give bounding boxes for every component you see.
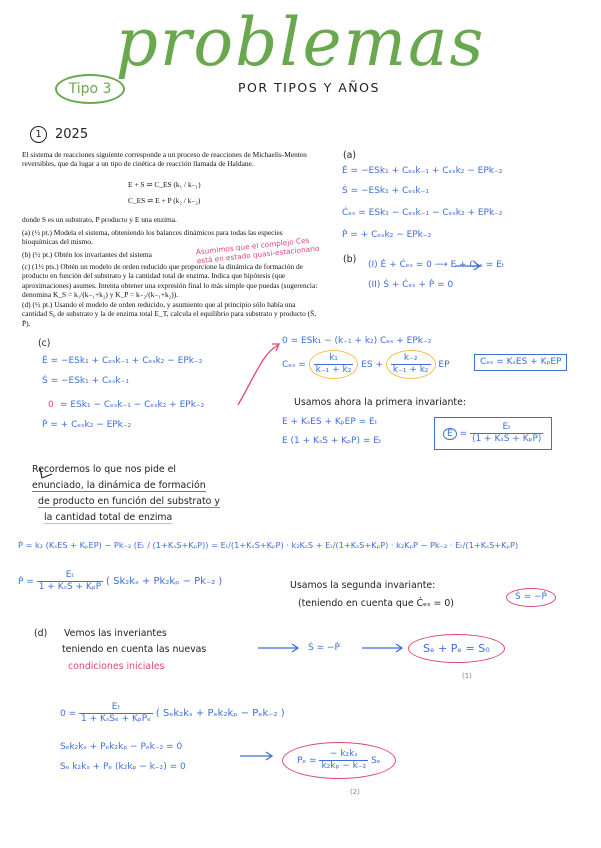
eq-fraction (79, 702, 153, 725)
recall-line-2 (32, 480, 206, 492)
ks-num: k₁ (314, 353, 354, 365)
ks-den: k₋₁ + k₂ (315, 365, 352, 375)
part-b-label: (b) (343, 254, 357, 265)
invariant-i: (I) Ė + Ċₑₛ = 0 ⟶ E + Cₑₛ = Eₜ (368, 260, 505, 270)
question-c: (c) (1½ pts.) Obtén un modelo de orden reducido que proporcione la dinámica de formación de producto en función del substrato y la cantidad total de enzima. Indica que hipótesis (que aproximaciones) asumes. Intenta obtener una expresión final lo más simple que puedas (sugerencia: denomina K_S = k₁/(k₋₁+k₂) y K_P = k₋₂/(k₋₁+k₂)). (22, 262, 318, 300)
qss-equation: 0 = ESk₁ − (k₋₁ + k₂) Cₑₛ + EPk₋₂ (282, 336, 432, 346)
ks-fraction (309, 350, 359, 379)
part-c-eq-s: Ṡ = −ESk₁ + Cₑₛk₋₁ (42, 376, 129, 386)
second-invariant-note: Usamos la segunda invariante: (290, 580, 436, 591)
equilibrium-1-oval: Sₑ + Pₑ = S₀ (408, 634, 505, 663)
question-d: (d) (½ pt.) Usando el modelo de orden reducido, y asumiento que al principio sólo había una cantidad S₀ de substrato y la de enzima total E_T, calcula el equilibrio para substrato y producto (S̄, P̄). (22, 300, 317, 328)
qss-note: Asumimos que el complejo Ces está en estado quasi-estacionario (195, 235, 320, 266)
kp-num: k₋₂ (391, 353, 431, 365)
part-d-text-3: condiciones iniciales (68, 661, 165, 672)
page-subtitle: POR TIPOS Y AÑOS (238, 80, 380, 95)
part-c-eq-p: Ṗ = + Cₑₛk₂ − EPk₋₂ (42, 420, 132, 430)
eq-den: 1 + KₛSₑ + KₚPₑ (81, 714, 151, 724)
first-invariant-note: Usamos ahora la primera invariante: (294, 397, 467, 408)
question-a: (a) (½ pt.) Modela el sistema, obteniendo los balances dinámicos para todas las especies bioquímicas del mismo. (22, 228, 283, 247)
pe-num: − k₂kₛ (319, 749, 368, 761)
part-c-zero: 0 (48, 400, 54, 410)
pe-end: Sₑ (371, 756, 381, 766)
ces-end: EP (438, 360, 450, 370)
eq-line-2: Sₑ k₂kₛ + Pₑ (k₂kₚ − k₋₂) = 0 (60, 762, 186, 772)
p-dot-lhs: Ṗ = (18, 577, 34, 587)
problem-intro: El sistema de reacciones siguiente corresponde a un proceso de reacciones de Michaelis-Menten reversibles, que da lugar a un tipo de cinética de reacción llamada de Haldane. (22, 150, 307, 169)
part-d-text-1: Vemos las inveriantes (64, 628, 167, 639)
e-symbol: E (443, 428, 457, 440)
recall-line-3 (38, 496, 220, 508)
p-dot-result (18, 570, 222, 593)
part-c-eq-ces: = ESk₁ − Cₑₛk₋₁ − Cₑₛk₂ + EPk₋₂ (60, 400, 205, 410)
reaction-2: C_ES ⇌ E + P (k₂ / k₋₂) (128, 196, 201, 205)
eq-num: Eₜ (79, 702, 153, 714)
p-dot-paren: ( Sk₂kₛ + Pk₂kₚ − Pk₋₂ ) (106, 576, 223, 587)
part-a-eq-ces: Ċₑₛ = ESk₁ − Cₑₛk₋₁ − Cₑₛk₂ + EPk₋₂ (342, 208, 503, 218)
p-dot-num: Eₜ (37, 570, 103, 582)
e-result-box: E = $\frac{\text{Eₜ}}{\text{(1 + KₛS + KₚP)}}$ (434, 417, 552, 450)
part-a-eq-e: Ė = −ESk₁ + Cₑₛk₋₁ + Cₑₛk₂ − EPk₋₂ (342, 166, 503, 176)
p-dot-expansion: Ṗ = k₂ (KₛES + KₚEP) − Pk₋₂ (Eₜ / (1+KₛS+KₚP)) = Eₜ/(1+KₛS+KₚP) · k₂KₛS + Eₜ/(1+KₛS+KₚP) · k₂KₚP − Pk₋₂ · Eₜ/(1+KₛS+KₚP) (18, 540, 519, 550)
pe-lhs: Pₑ = (297, 756, 317, 766)
eq-line-1: Sₑk₂kₛ + Pₑk₂kₚ − Pₑk₋₂ = 0 (60, 742, 183, 752)
e-num: Eₜ (470, 422, 543, 434)
ces-lhs: Cₑₛ = (282, 360, 306, 370)
ces-mid: ES + (361, 360, 384, 370)
section-number: 1 (30, 126, 47, 143)
second-invariant-cond: (teniendo en cuenta que Ċₑₛ = 0) (298, 598, 454, 609)
recall-line-1: Recordemos lo que nos pide el (32, 464, 177, 475)
invariant-sub-2: E (1 + KₛS + KₚP) = Eₜ (282, 436, 382, 446)
part-a-eq-p: Ṗ = + Cₑₛk₂ − EPk₋₂ (342, 230, 432, 240)
part-d-label: (d) (34, 628, 48, 639)
eq-number-1: (1) (462, 672, 472, 680)
e-den: (1 + KₛS + KₚP) (471, 434, 542, 444)
section-heading (30, 126, 88, 143)
tipo-badge: Tipo 3 (55, 74, 125, 104)
e-fraction (470, 422, 543, 445)
recall-4-text: la cantidad total de enzima (44, 512, 173, 523)
part-d-text-2: teniendo en cuenta las nuevas (62, 644, 207, 655)
page-title: problemas (115, 4, 486, 81)
ces-expression (282, 350, 450, 379)
invariant-ii: (II) Ṡ + Ċₑₛ + Ṗ = 0 (368, 280, 454, 290)
pe-den: k₂kₚ − k₋₂ (321, 761, 367, 771)
eq-zero: 0 = (60, 709, 77, 719)
ces-result-box: Cₑₛ = KₛES + KₚEP (474, 354, 567, 371)
p-dot-fraction (37, 570, 103, 593)
p-dot-den: 1 + KₛS + KₚP (38, 582, 102, 592)
s-dot-oval: Ṡ = −Ṗ (506, 588, 556, 607)
kp-den: k₋₁ + k₂ (392, 365, 429, 375)
equilibrium-condition (60, 702, 285, 725)
kp-fraction (386, 350, 436, 379)
question-b: (b) (½ pt.) Obtén los invariantes del sistema (22, 250, 152, 259)
recall-2-text: enunciado, la dinámica de formación (32, 480, 206, 491)
reaction-1: E + S ⇌ C_ES (k₁ / k₋₁) (128, 180, 201, 189)
recall-line-4 (44, 512, 172, 524)
section-year: 2025 (55, 127, 89, 142)
part-d-sdot: Ṡ = −Ṗ (308, 643, 340, 653)
pe-fraction (319, 749, 368, 772)
part-a-eq-s: Ṡ = −ESk₁ + Cₑₛk₋₁ (342, 186, 429, 196)
problem-where: donde S es un substrato, P producto y E una enzima. (22, 215, 177, 224)
pe-result-oval (282, 742, 396, 779)
part-a-label: (a) (343, 150, 357, 161)
eq-number-2: (2) (350, 788, 360, 796)
recall-3-text: de producto en función del substrato y (38, 496, 220, 507)
part-c-eq-e: Ė = −ESk₁ + Cₑₛk₋₁ + Cₑₛk₂ − EPk₋₂ (42, 356, 203, 366)
part-c-label: (c) (38, 338, 51, 349)
invariant-sub-1: E + KₛES + KₚEP = Eₜ (282, 417, 378, 427)
eq-paren: ( Sₑk₂kₛ + Pₑk₂kₚ − Pₑk₋₂ ) (155, 708, 285, 719)
